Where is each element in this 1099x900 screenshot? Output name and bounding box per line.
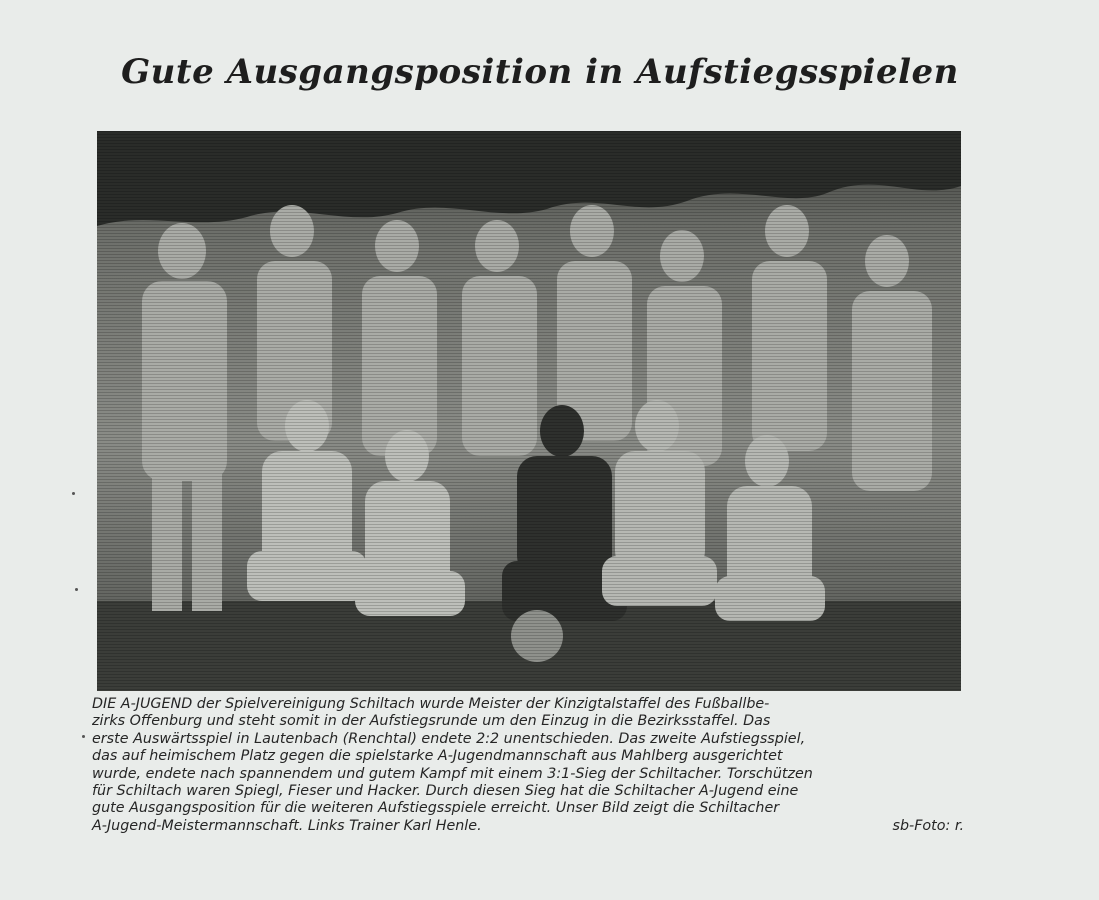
scan-speck: [72, 492, 75, 495]
headline: Gute Ausgangsposition in Aufstiegsspielen: [121, 52, 959, 92]
caption-line: DIE A-JUGEND der Spielvereinigung Schiltach wurde Meister der Kinzigtalstaffel des Fußballbe-: [92, 696, 770, 712]
caption-line: für Schiltach waren Spiegl, Fieser und Hacker. Durch diesen Sieg hat die Schiltacher A-Jugend eine: [92, 783, 799, 800]
caption-line: das auf heimischem Platz gegen die spielstarke A-Jugendmannschaft aus Mahlberg ausgerichtet: [92, 748, 783, 765]
caption-line: erste Auswärtsspiel in Lautenbach (Renchtal) endete 2:2 unentschieden. Das zweite Aufstiegsspiel,: [92, 730, 806, 747]
caption-line: gute Ausgangsposition für die weiteren Aufstiegsspiele erreicht. Unser Bild zeigt die Schiltacher: [92, 800, 780, 817]
team-photo: [97, 131, 961, 691]
photo-caption: [92, 696, 964, 835]
photo-credit: sb-Foto: r.: [892, 817, 964, 834]
caption-line: zirks Offenburg und steht somit in der Aufstiegsrunde um den Einzug in die Bezirksstaffel. Das: [92, 713, 771, 730]
scan-speck: [75, 588, 78, 591]
scan-speck: [82, 735, 85, 738]
caption-line: wurde, endete nach spannendem und gutem Kampf mit einem 3:1-Sieg der Schiltacher. Torschützen: [92, 765, 813, 782]
caption-last-row: [92, 818, 964, 835]
caption-line: A-Jugend-Meistermannschaft. Links Trainer Karl Henle.: [92, 817, 482, 834]
